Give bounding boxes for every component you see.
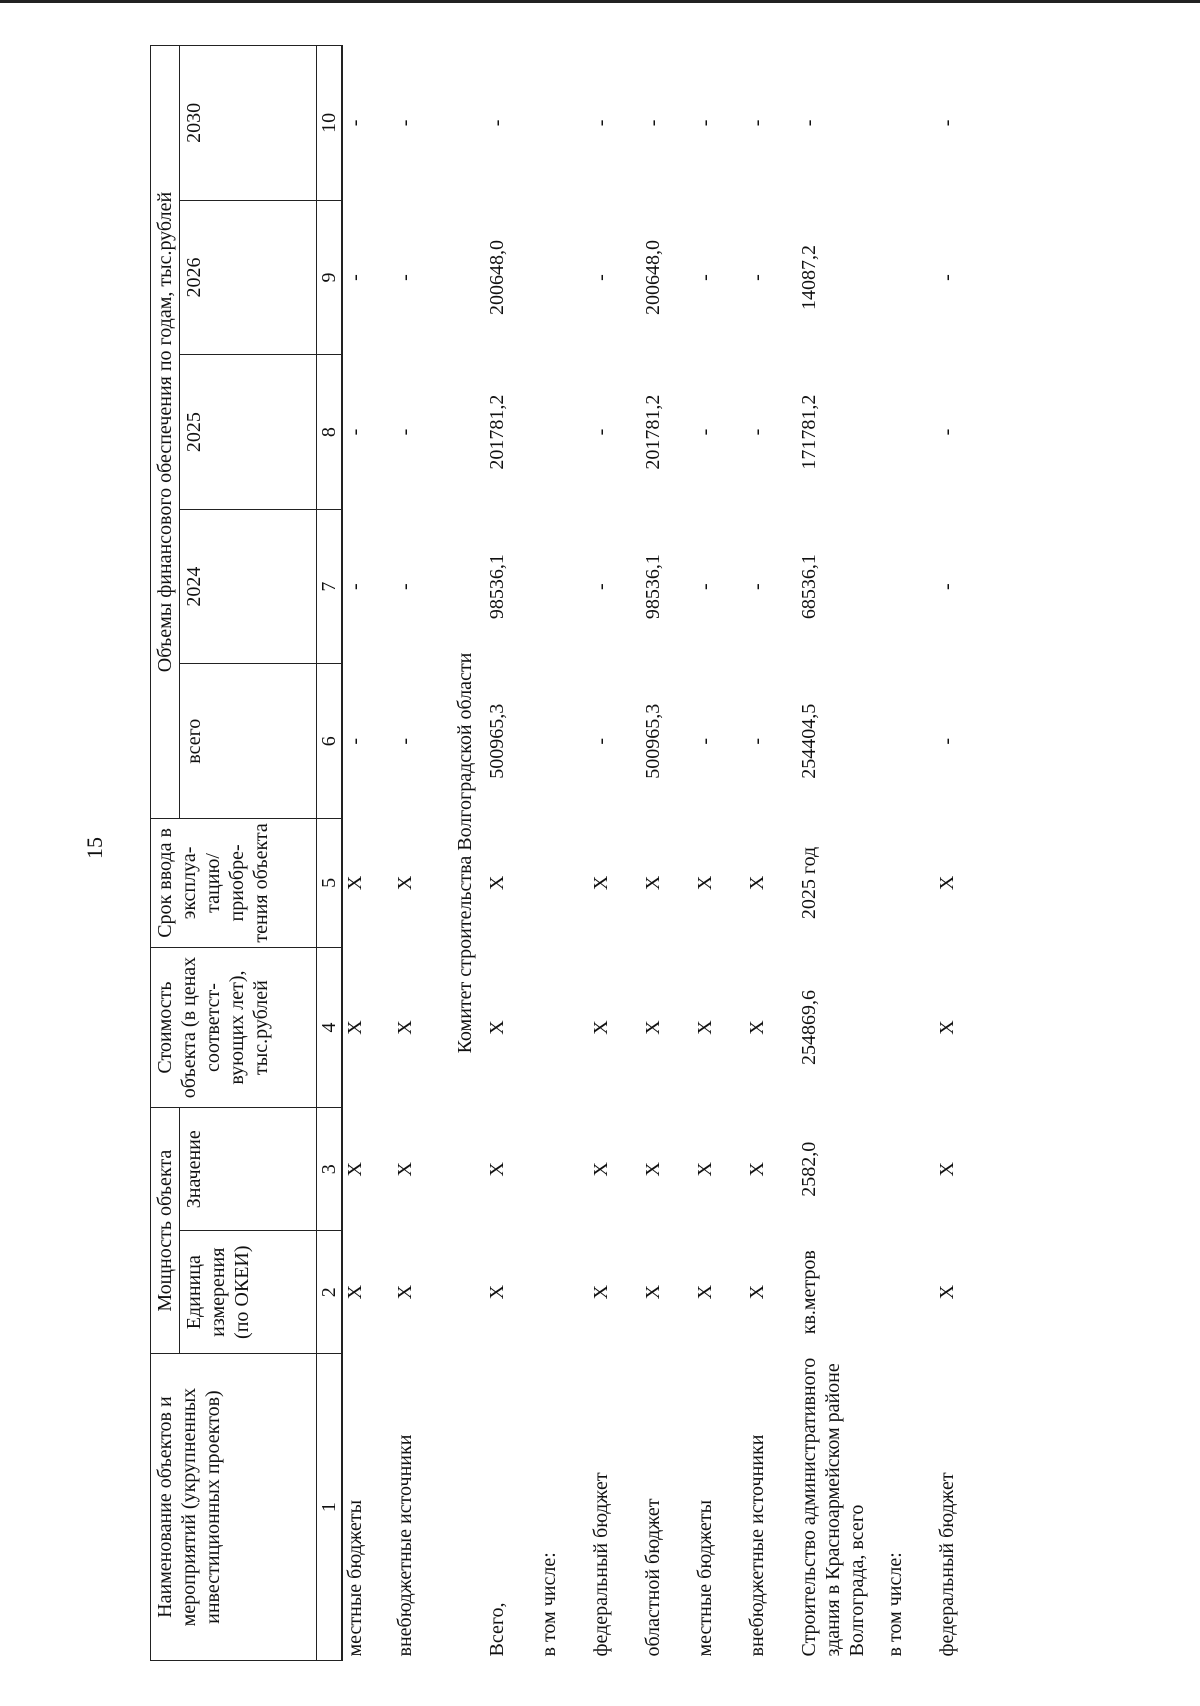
cell-value: X: [694, 1162, 716, 1177]
cell-cost: [883, 947, 935, 1107]
col-num: 3: [317, 1108, 343, 1231]
row-name: областной бюджет: [642, 1498, 664, 1657]
row-name: местные бюджеты: [344, 1499, 366, 1657]
col-num: 8: [317, 355, 343, 510]
row-name: федеральный бюджет: [936, 1472, 958, 1657]
col-num: 9: [317, 200, 343, 355]
cell-2026: 14087,2: [798, 245, 820, 310]
cell-term: [537, 819, 589, 948]
cell-term: X: [642, 875, 664, 891]
cell-2026: -: [394, 274, 416, 281]
cell-value: [537, 1108, 589, 1231]
cell-term: X: [694, 875, 716, 891]
table-row: [641, 46, 693, 1661]
cell-unit: X: [694, 1284, 716, 1300]
cell-2030: -: [798, 119, 820, 127]
cell-2024: -: [936, 583, 958, 590]
col-num: 2: [317, 1231, 343, 1354]
cell-value: X: [344, 1162, 366, 1177]
header-2024: 2024: [180, 509, 317, 664]
cell-2030: -: [344, 119, 366, 127]
cell-total: -: [746, 737, 768, 745]
cell-total: -: [590, 737, 612, 745]
cell-value: [883, 1108, 935, 1231]
cell-cost: 254869,6: [798, 990, 820, 1066]
cell-value: 2582,0: [798, 1141, 820, 1197]
header-row-1: [151, 46, 180, 1661]
cell-term: 2025 год: [798, 846, 820, 920]
table-row: [589, 46, 641, 1661]
cell-unit: [883, 1231, 935, 1354]
cell-total: -: [394, 737, 416, 745]
cell-cost: [537, 947, 589, 1107]
cell-2026: -: [344, 274, 366, 281]
cell-2024: -: [344, 583, 366, 590]
cell-term: X: [936, 875, 958, 891]
cell-value: X: [486, 1162, 508, 1177]
cell-2025: -: [694, 428, 716, 436]
cell-2024: -: [746, 583, 768, 590]
cell-cost: X: [936, 1020, 958, 1035]
cell-2030: -: [746, 119, 768, 127]
cell-2024: 68536,1: [798, 554, 820, 620]
cell-2025: -: [936, 428, 958, 436]
cell-2025: [883, 355, 935, 510]
cell-value: X: [394, 1162, 416, 1177]
cell-2025: 201781,2: [486, 394, 508, 470]
cell-2025: -: [394, 428, 416, 436]
col-num: 7: [317, 509, 343, 664]
row-name: в том числе:: [538, 1552, 560, 1657]
cell-unit: X: [486, 1284, 508, 1300]
section-row: [445, 46, 485, 1661]
cell-2030: -: [590, 119, 612, 127]
cell-cost: X: [694, 1020, 716, 1035]
header-name: Наименование объектов и мероприятий (укрупненных инвестиционных проектов): [151, 1354, 317, 1661]
cell-unit: X: [642, 1284, 664, 1300]
col-num: 10: [317, 46, 343, 201]
col-num: 1: [317, 1354, 343, 1661]
cell-2026: 200648,0: [486, 240, 508, 315]
header-total: всего: [180, 664, 317, 819]
cell-unit: кв.метров: [798, 1250, 820, 1335]
top-border-line: [0, 0, 1200, 3]
cell-value: X: [590, 1162, 612, 1177]
cell-total: -: [694, 737, 716, 745]
cell-2030: -: [936, 119, 958, 127]
table-row: [935, 46, 987, 1661]
row-name: Строительство административного здания в Красноармейском районе Волгограда, всего: [798, 1357, 868, 1657]
cell-term: X: [394, 875, 416, 891]
cell-total: 254404,5: [798, 703, 820, 779]
row-name: федеральный бюджет: [590, 1472, 612, 1657]
table-row: [342, 46, 393, 1661]
cell-2024: -: [694, 583, 716, 590]
header-unit: Единица измерения (по ОКЕИ): [180, 1231, 317, 1354]
table-row: [883, 46, 935, 1661]
cell-2026: -: [936, 274, 958, 281]
cell-unit: X: [590, 1284, 612, 1300]
cell-cost: X: [746, 1020, 768, 1035]
cell-2026: -: [746, 274, 768, 281]
cell-cost: X: [486, 1020, 508, 1035]
cell-total: [883, 664, 935, 819]
row-name: в том числе:: [884, 1552, 906, 1657]
cell-2025: 171781,2: [798, 394, 820, 470]
table-row: [745, 46, 797, 1661]
row-name: местные бюджеты: [694, 1499, 716, 1657]
table-row: [485, 46, 537, 1661]
cell-term: [883, 819, 935, 948]
cell-total: 500965,3: [642, 703, 664, 779]
cell-cost: X: [590, 1020, 612, 1035]
cell-value: X: [936, 1162, 958, 1177]
cell-term: X: [590, 875, 612, 891]
header-2026: 2026: [180, 200, 317, 355]
cell-term: X: [746, 875, 768, 891]
table-row: [393, 46, 445, 1661]
cell-2026: 200648,0: [642, 240, 664, 315]
cell-2024: 98536,1: [486, 554, 508, 620]
cell-2024: [537, 509, 589, 664]
cell-2025: -: [344, 428, 366, 436]
cell-2030: [537, 46, 589, 201]
section-title: Комитет строительства Волгоградской области: [454, 652, 476, 1054]
cell-2030: -: [642, 119, 664, 127]
rotated-page-content: [150, 45, 1182, 1661]
col-num: 4: [317, 947, 343, 1107]
cell-2024: 98536,1: [642, 554, 664, 620]
col-num: 6: [317, 664, 343, 819]
cell-2025: -: [746, 428, 768, 436]
cell-2026: -: [694, 274, 716, 281]
cell-unit: [537, 1231, 589, 1354]
cell-2024: -: [394, 583, 416, 590]
cell-total: [537, 664, 589, 819]
row-name: внебюджетные источники: [394, 1434, 416, 1657]
header-cost: Стоимость объекта (в ценах соответст-вующих лет), тыс.рублей: [151, 947, 317, 1107]
row-name: Всего,: [486, 1602, 508, 1657]
cell-term: X: [344, 875, 366, 891]
col-num: 5: [317, 819, 343, 948]
cell-unit: X: [344, 1284, 366, 1300]
table-row: [797, 46, 883, 1661]
cell-value: X: [746, 1162, 768, 1177]
cell-cost: X: [344, 1020, 366, 1035]
column-number-row: [317, 46, 343, 1661]
cell-total: 500965,3: [486, 703, 508, 779]
cell-unit: X: [746, 1284, 768, 1300]
cell-2025: [537, 355, 589, 510]
header-term: Срок ввода в эксплуа-тацию/ приобре-тения объекта: [151, 819, 317, 948]
cell-2024: -: [590, 583, 612, 590]
cell-2026: [883, 200, 935, 355]
page-number: 15: [82, 837, 107, 859]
header-capacity-group: Мощность объекта: [151, 1108, 180, 1354]
cell-2030: -: [394, 119, 416, 127]
cell-cost: X: [394, 1020, 416, 1035]
cell-total: -: [936, 737, 958, 745]
row-name: внебюджетные источники: [746, 1434, 768, 1657]
cell-2030: -: [486, 119, 508, 127]
header-value: Значение: [180, 1108, 317, 1231]
cell-2024: [883, 509, 935, 664]
cell-2026: [537, 200, 589, 355]
cell-value: X: [642, 1162, 664, 1177]
cell-total: -: [344, 737, 366, 745]
header-2030: 2030: [180, 46, 317, 201]
table-row: [537, 46, 589, 1661]
cell-unit: X: [394, 1284, 416, 1300]
header-2025: 2025: [180, 355, 317, 510]
cell-2025: -: [590, 428, 612, 436]
cell-unit: X: [936, 1284, 958, 1300]
cell-2025: 201781,2: [642, 394, 664, 470]
financing-table: [150, 45, 987, 1661]
cell-2030: -: [694, 119, 716, 127]
cell-2030: [883, 46, 935, 201]
cell-term: X: [486, 875, 508, 891]
table-row: [693, 46, 745, 1661]
cell-2026: -: [590, 274, 612, 281]
header-funding-group: Объемы финансового обеспечения по годам, тыс.рублей: [151, 46, 180, 819]
cell-cost: X: [642, 1020, 664, 1035]
